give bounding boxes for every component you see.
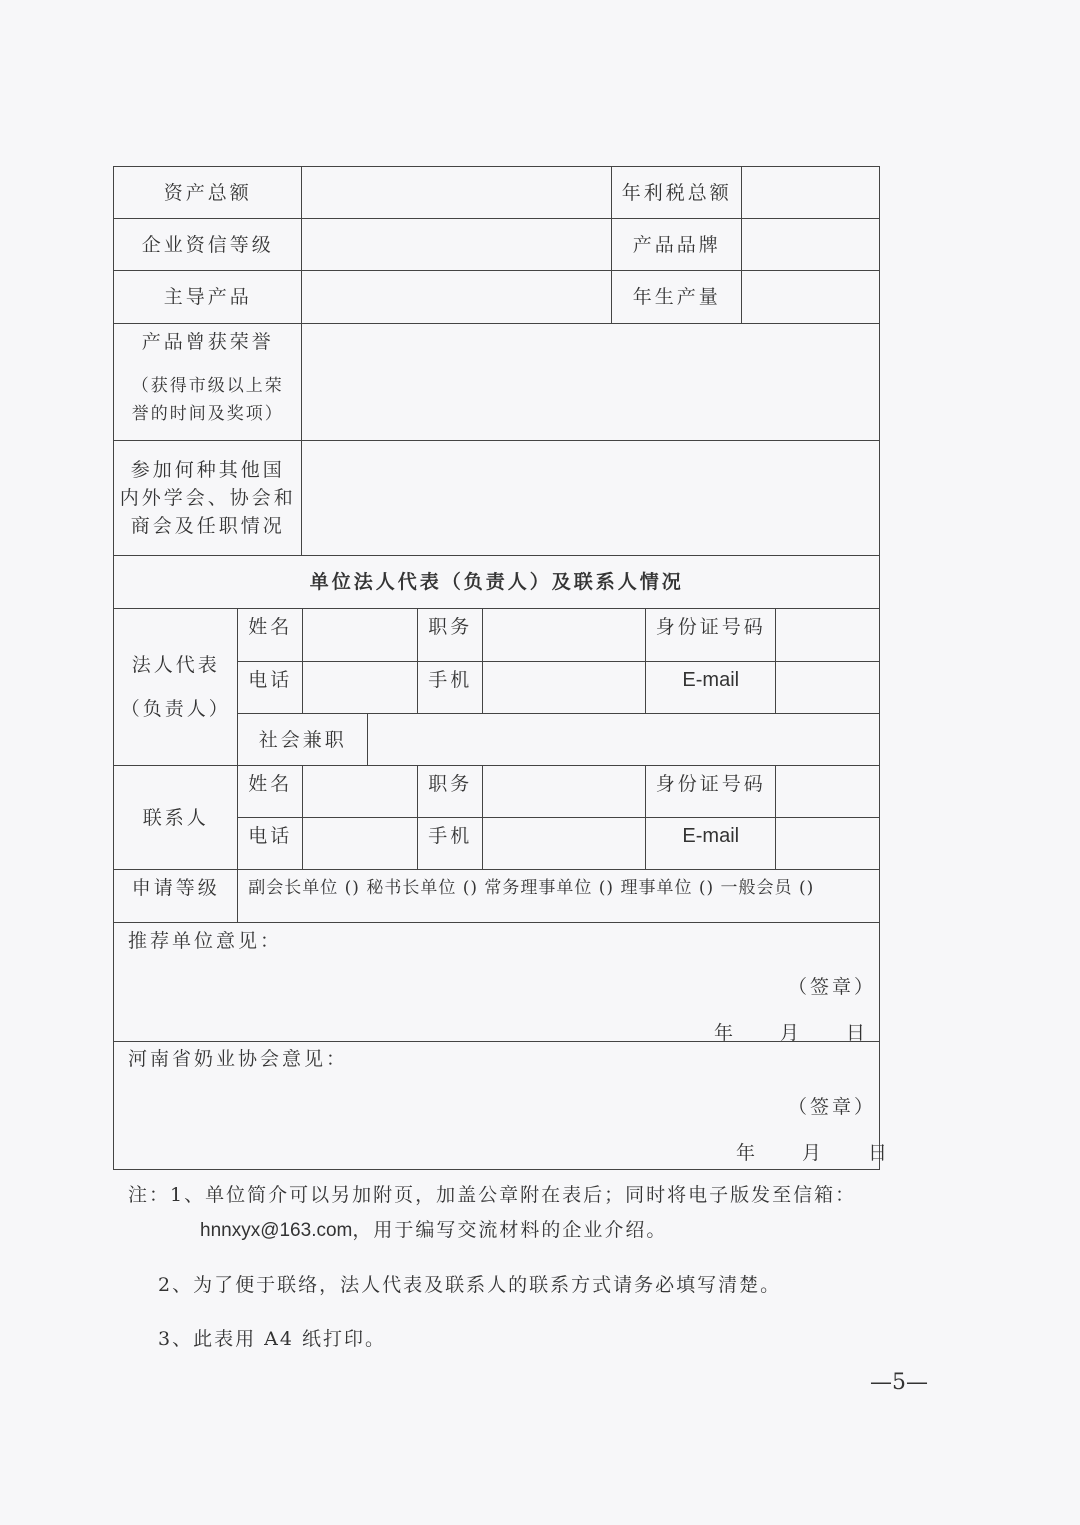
label-rep-phone: 电话: [237, 661, 303, 714]
label-main-products: 主导产品: [113, 270, 302, 324]
note-1-tail: ，用于编写交流材料的企业介绍。: [352, 1219, 668, 1241]
honors-note-2: 誉的时间及奖项）: [131, 404, 284, 425]
legal-rep-line-2: （负责人）: [120, 698, 231, 721]
label-total-assets: 资产总额: [113, 166, 302, 219]
field-annual-profit-tax[interactable]: [741, 166, 880, 219]
recommender-seal: （签章）: [788, 976, 877, 998]
label-application-level: 申请等级: [113, 869, 238, 923]
label-credit-grade: 企业资信等级: [113, 218, 302, 271]
field-annual-output[interactable]: [741, 270, 880, 324]
label-rep-position: 职务: [417, 608, 483, 662]
label-contact-position: 职务: [417, 765, 483, 818]
field-contact-mobile[interactable]: [482, 817, 646, 870]
recommender-label: 推荐单位意见：: [128, 930, 283, 952]
note-3: 3、此表用 A4 纸打印。: [158, 1328, 386, 1350]
field-rep-id[interactable]: [775, 608, 880, 662]
field-rep-mobile[interactable]: [482, 661, 646, 714]
field-total-assets[interactable]: [301, 166, 612, 219]
label-rep-mobile: 手机: [417, 661, 483, 714]
label-honors: [113, 323, 302, 441]
label-contact-name: 姓名: [237, 765, 303, 818]
field-contact-phone[interactable]: [302, 817, 418, 870]
field-rep-email[interactable]: [775, 661, 880, 714]
submission-email: hnnxyx@163.com: [200, 1220, 353, 1241]
field-contact-position[interactable]: [482, 765, 646, 818]
field-rep-position[interactable]: [482, 608, 646, 662]
application-level-options[interactable]: 副会长单位 () 秘书长单位 () 常务理事单位 () 理事单位 () 一般会员 (): [237, 869, 880, 923]
field-main-products[interactable]: [301, 270, 612, 324]
label-contact-phone: 电话: [237, 817, 303, 870]
label-rep-social-roles: 社会兼职: [237, 713, 368, 766]
field-contact-name[interactable]: [302, 765, 418, 818]
field-credit-grade[interactable]: [301, 218, 612, 271]
field-honors[interactable]: [301, 323, 880, 441]
memberships-line-2: 内外学会、协会和: [119, 487, 296, 510]
label-annual-profit-tax: 年利税总额: [611, 166, 742, 219]
field-rep-phone[interactable]: [302, 661, 418, 714]
label-contact-mobile: 手机: [417, 817, 483, 870]
field-contact-email[interactable]: [775, 817, 880, 870]
note-1: 注：1、单位简介可以另加附页，加盖公章附在表后；同时将电子版发至信箱：: [128, 1184, 857, 1206]
note-2: 2、为了便于联络，法人代表及联系人的联系方式请务必填写清楚。: [158, 1274, 782, 1296]
label-contact-id: 身份证号码: [645, 765, 776, 818]
memberships-line-3: 商会及任职情况: [130, 515, 285, 538]
honors-note-1: （获得市级以上荣: [131, 376, 284, 397]
page-number: —5—: [870, 1370, 928, 1395]
field-rep-name[interactable]: [302, 608, 418, 662]
field-contact-id[interactable]: [775, 765, 880, 818]
label-legal-rep: [113, 608, 238, 766]
label-rep-name: 姓名: [237, 608, 303, 662]
label-product-brand: 产品品牌: [611, 218, 742, 271]
label-annual-output: 年生产量: [611, 270, 742, 324]
section-title: 单位法人代表（负责人）及联系人情况: [113, 555, 880, 609]
honors-title: 产品曾获荣誉: [141, 331, 274, 354]
association-label: 河南省奶业协会意见：: [128, 1048, 349, 1070]
memberships-line-1: 参加何种其他国: [130, 459, 285, 482]
field-product-brand[interactable]: [741, 218, 880, 271]
recommender-date: 年 月 日: [714, 1022, 869, 1044]
legal-rep-line-1: 法人代表: [131, 654, 220, 677]
label-memberships: [113, 440, 302, 556]
label-rep-id: 身份证号码: [645, 608, 776, 662]
label-contact: 联系人: [113, 765, 238, 870]
field-memberships[interactable]: [301, 440, 880, 556]
label-contact-email: E-mail: [645, 817, 776, 870]
label-rep-email: E-mail: [645, 661, 776, 714]
association-seal: （签章）: [788, 1096, 877, 1118]
note-1-cont: [200, 1215, 667, 1242]
field-rep-social-roles[interactable]: [367, 713, 880, 766]
association-date: 年 月 日: [736, 1142, 891, 1164]
